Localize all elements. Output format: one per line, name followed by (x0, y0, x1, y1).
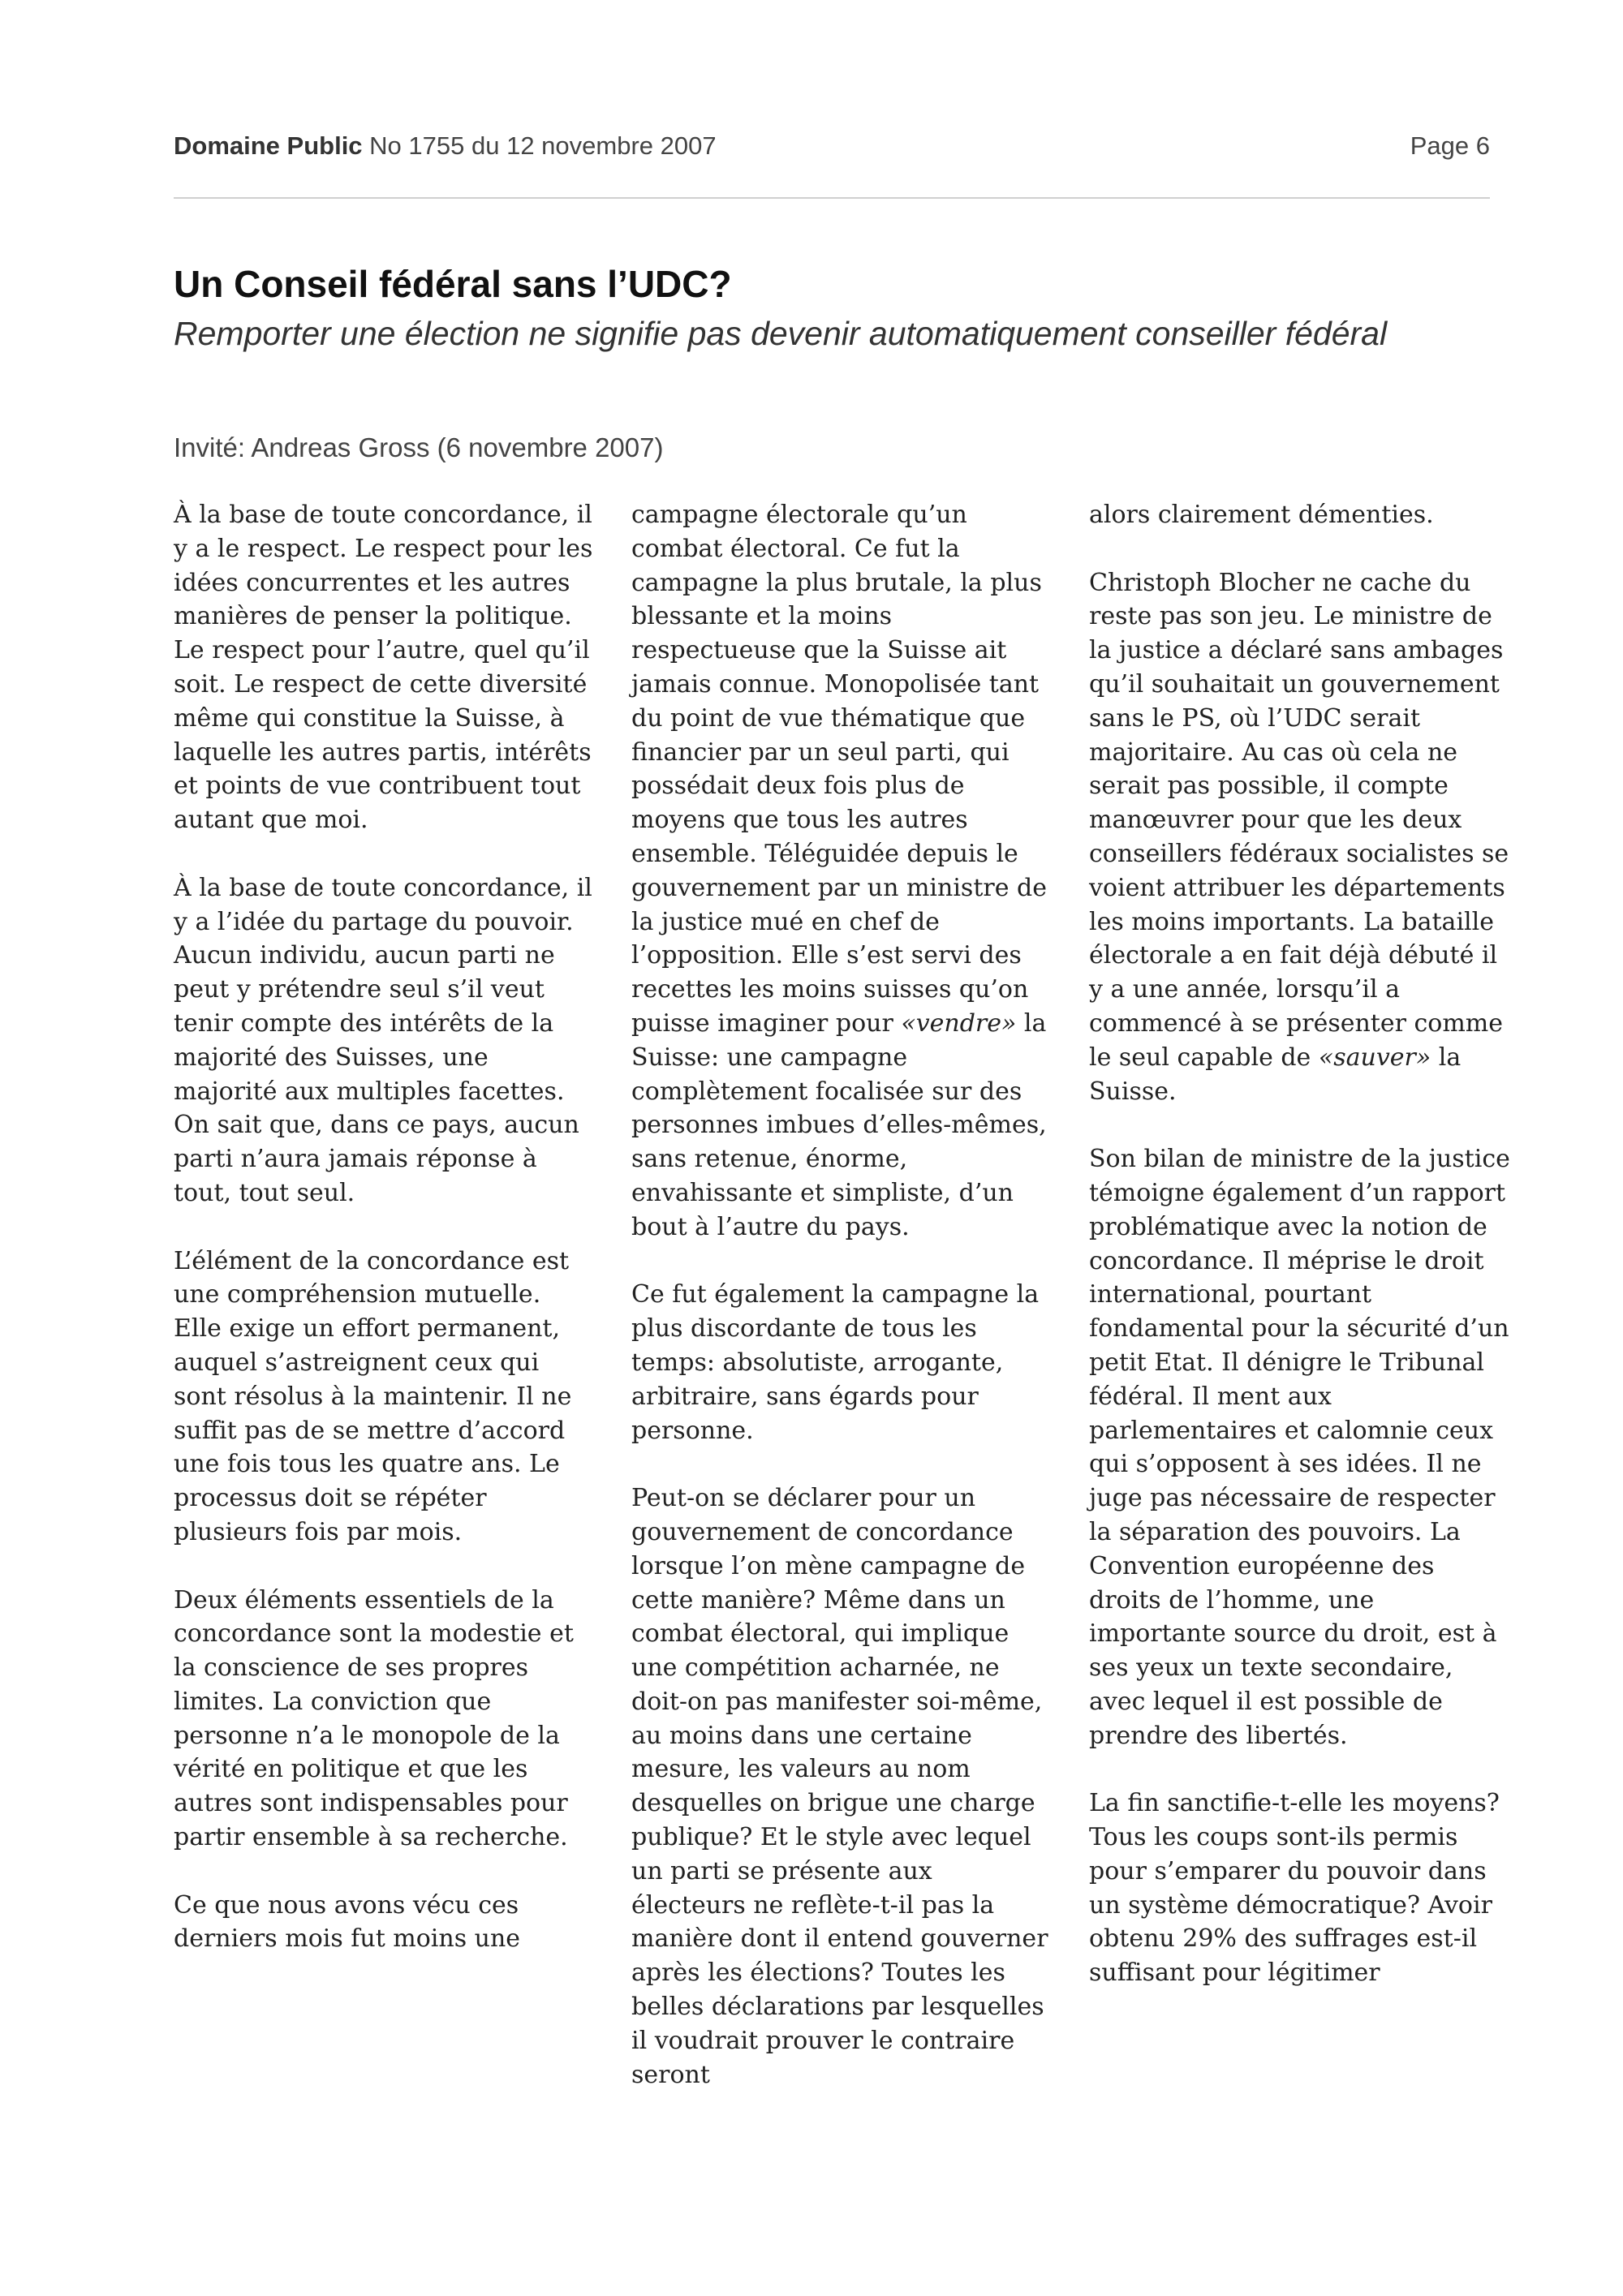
issue-info: No 1755 du 12 novembre 2007 (369, 131, 717, 160)
paragraph: Son bilan de ministre de la justice témoigne également d’un rapport problématique avec la notion de concordance. Il méprise le droit international, pourtant fondamental pour la sécurité d’un petit Etat. Il dénigre le Tribunal fédéral. Il ment aux parlementaires et calomnie ceux qui s’opposent à ses idées. Il ne juge pas nécessaire de respecter la séparation des pouvoirs. La Convention européenne des droits de l’homme, une importante source du droit, est à ses yeux un texte secondaire, avec lequel il est possible de prendre des libertés. (1089, 1145, 1510, 1750)
publication-name: Domaine Public (174, 131, 363, 160)
text-column-2 (631, 498, 1053, 2126)
paragraph: Peut-on se déclarer pour un gouvernement de concordance lorsque l’on mène campagne de cette manière? Même dans un combat électoral, qui implique une compétition acharnée, ne doit-on pas manifester soi-même, au moins dans une certaine mesure, les valeurs au nom desquelles on brigue une charge publique? Et le style avec lequel un parti se présente aux électeurs ne reflète-t-il pas la manière dont il entend gouverner après les élections? Toutes les belles déclarations par lesquelles il voudrait prouver le contraire seront (631, 1484, 1048, 2089)
paragraph: Ce fut également la campagne la plus discordante de tous les temps: absolutiste, arrogante, arbitraire, sans égards pour personne. (631, 1280, 1040, 1445)
paragraph: Ce que nous avons vécu ces derniers mois fut moins une (174, 1890, 521, 1954)
text-column-3 (1089, 498, 1511, 2024)
paragraph: À la base de toute concordance, il y a le respect. Le respect pour les idées concurrentes et les autres manières de penser la politique. Le respect pour l’autre, quel qu’il soit. Le respect de cette diversité même qui constitue la Suisse, à laquelle les autres partis, intérêts et points de vue contribuent tout autant que moi. (174, 501, 593, 835)
paragraph-text: campagne électorale qu’un combat électoral. Ce fut la campagne la plus brutale, la plus blessante et la moins respectueuse que la Suisse ait jamais connue. Monopolisée tant du point de vue thématique que financier par un seul parti, qui possédait deux fois plus de moyens que tous les autres ensemble. Téléguidée depuis le gouvernement par un ministre de la justice mué en chef de l’opposition. Elle s’est servi des recettes les moins suisses qu’on puisse imaginer pour (631, 501, 1047, 1038)
article-byline: Invité: Andreas Gross (6 novembre 2007) (174, 432, 664, 462)
paragraph: Deux éléments essentiels de la concordance sont la modestie et la conscience de ses propres limites. La conviction que personne n’a le monopole de la vérité en politique et que les autres sont indispensables pour partir ensemble à sa recherche. (174, 1585, 574, 1852)
text-column-1 (174, 498, 596, 1990)
paragraph: alors clairement démenties. (1089, 501, 1434, 529)
quoted-term: «vendre» (901, 1008, 1017, 1038)
paragraph (1089, 566, 1511, 1109)
quoted-term: «sauver» (1318, 1043, 1431, 1072)
page-header (174, 131, 1490, 172)
paragraph-text: la Suisse: une campagne complètement focalisée sur des personnes imbues d’elles-mêmes, sans retenue, énorme, envahissante et simpliste, d’un bout à l’autre du pays. (631, 1008, 1047, 1241)
paragraph (631, 498, 1053, 1245)
paragraph-text: Christoph Blocher ne cache du reste pas son jeu. Le ministre de la justice a déclaré sans ambages qu’il souhaitait un gouvernement sans le PS, où l’UDC serait majoritaire. Au cas où cela ne serait pas possible, il compte manœuvrer pour que les deux conseillers fédéraux socialistes se voient attribuer les départements les moins importants. La bataille électorale a en fait déjà débuté il y a une année, lorsqu’il a commencé à se présenter comme le seul capable de (1089, 568, 1509, 1072)
paragraph-text: la Suisse. (1089, 1043, 1462, 1106)
paragraph: L’élément de la concordance est une compréhension mutuelle. Elle exige un effort permanent, auquel s’astreignent ceux qui sont résolus à la maintenir. Il ne suffit pas de se mettre d’accord une fois tous les quatre ans. Le processus doit se répéter plusieurs fois par mois. (174, 1246, 572, 1546)
article-subtitle: Remporter une élection ne signifie pas devenir automatiquement conseiller fédéral (174, 315, 1388, 352)
header-divider (174, 197, 1490, 199)
paragraph: À la base de toute concordance, il y a l’idée du partage du pouvoir. Aucun individu, aucun parti ne peut y prétendre seul s’il veut tenir compte des intérêts de la majorité des Suisses, une majorité aux multiples facettes. On sait que, dans ce pays, aucun parti n’aura jamais réponse à tout, tout seul. (174, 873, 592, 1207)
paragraph: La fin sanctifie-t-elle les moyens? Tous les coups sont-ils permis pour s’emparer du pouvoir dans un système démocratique? Avoir obtenu 29% des suffrages est-il suffisant pour légitimer (1089, 1789, 1500, 1988)
page-number: Page 6 (1410, 131, 1490, 160)
article-title: Un Conseil fédéral sans l’UDC? (174, 263, 732, 305)
